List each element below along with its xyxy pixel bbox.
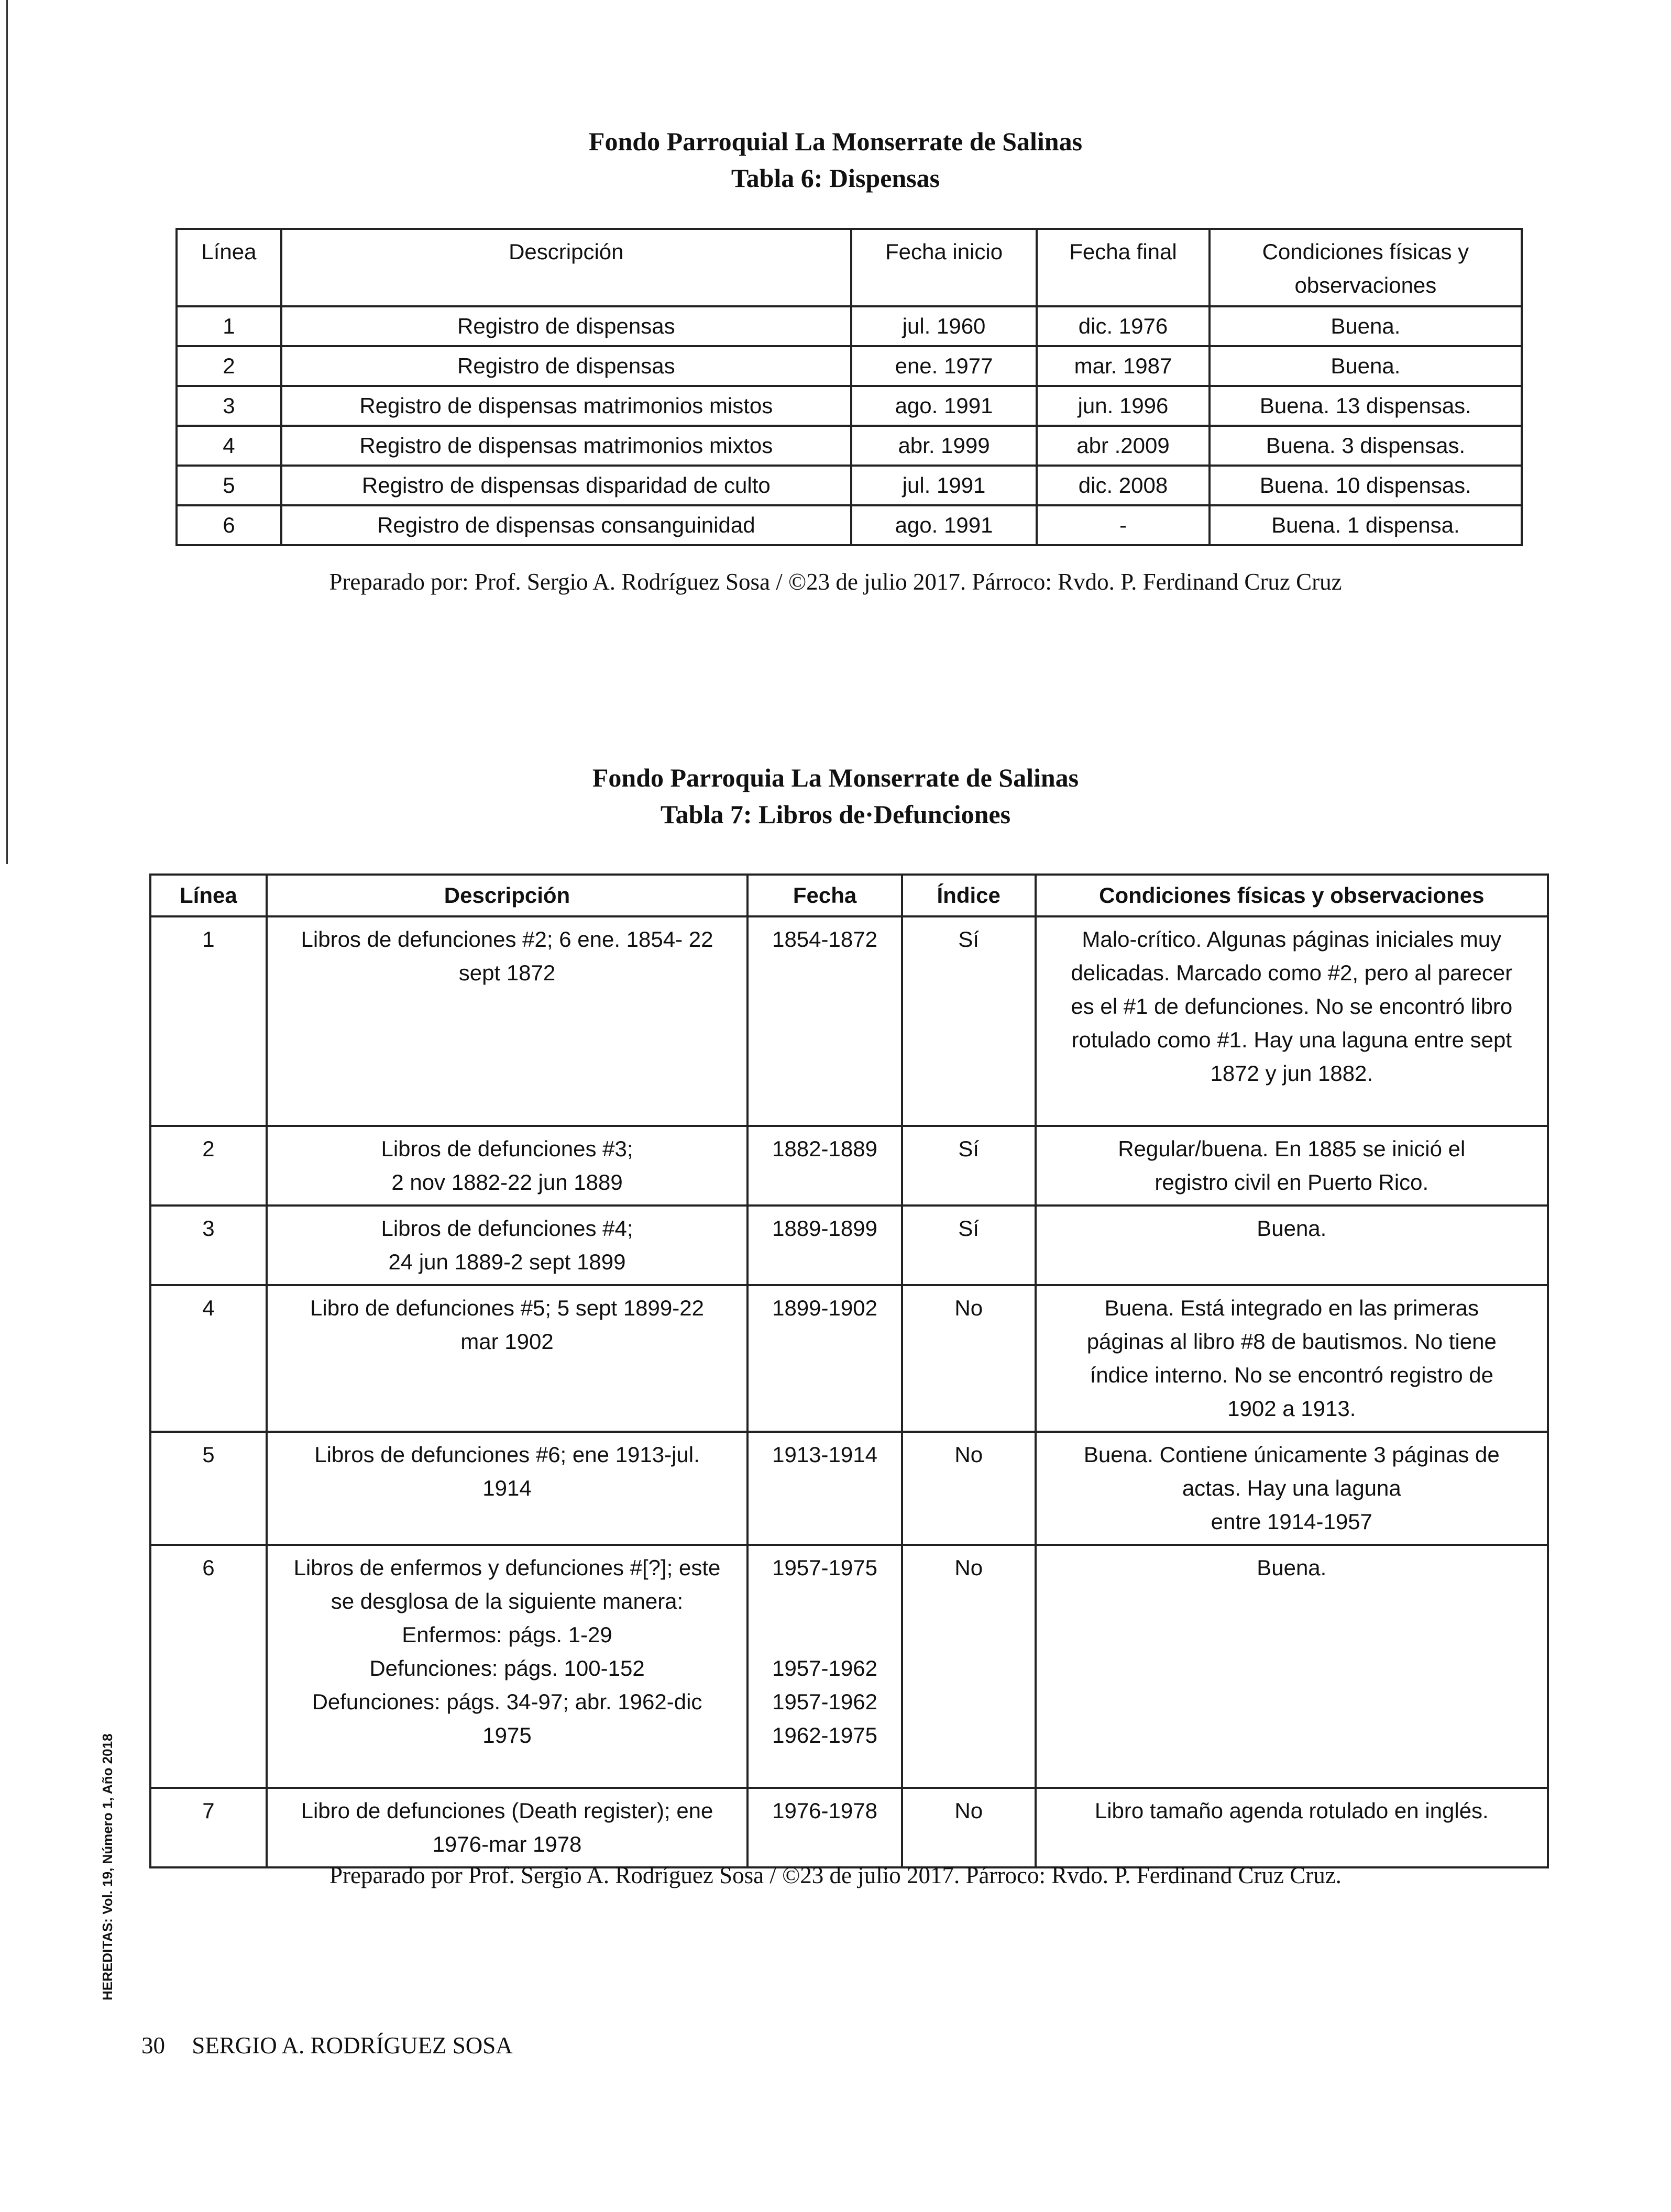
- table7-cell-descripcion: [267, 1205, 747, 1285]
- table7-cell-text: Defunciones: págs. 100-152: [369, 1656, 645, 1680]
- table-row: [177, 306, 1522, 346]
- table6-cell-descripcion: Registro de dispensas matrimonios mistos: [281, 386, 851, 426]
- table-row: [150, 916, 1548, 1126]
- table6-cell-linea: 1: [177, 306, 281, 346]
- table7-cell-fecha: [747, 1285, 902, 1432]
- table-row: [150, 1432, 1548, 1545]
- table7-header-indice: Índice: [902, 875, 1036, 916]
- table7-cell-text: Buena.: [1257, 1216, 1327, 1241]
- table-row: [150, 1285, 1548, 1432]
- table7-cell-text: 1913-1914: [772, 1442, 877, 1467]
- table7-cell-linea: 1: [150, 916, 267, 1126]
- table6-cell-condiciones: Buena. 1 dispensa.: [1210, 505, 1522, 545]
- table7-cell-descripcion: [267, 1126, 747, 1205]
- table7-cell-condiciones: [1036, 916, 1548, 1126]
- table7-cell-text: 1957-1975: [772, 1555, 877, 1580]
- table6-cell-fecha-inicio: jul. 1991: [851, 466, 1037, 505]
- table7-cell-text: se desglosa de la siguiente manera:: [331, 1589, 684, 1613]
- table-row: [150, 1788, 1548, 1867]
- table6-title-line1: Fondo Parroquial La Monserrate de Salinas: [588, 127, 1083, 156]
- table6-cell-linea: 6: [177, 505, 281, 545]
- table6-cell-linea: 3: [177, 386, 281, 426]
- table7-cell-text: Defunciones: págs. 34-97; abr. 1962-dic: [312, 1689, 702, 1714]
- table7-cell-text: 1976-mar 1978: [432, 1832, 582, 1856]
- table6-cell-condiciones: Buena. 10 dispensas.: [1210, 466, 1522, 505]
- page-footer: [141, 2032, 513, 2059]
- table7-cell-text: 1957-1962: [772, 1656, 877, 1680]
- table6-title-line2: Tabla 6: Dispensas: [731, 163, 940, 193]
- table7-cell-text: 1889-1899: [772, 1216, 877, 1241]
- table7-cell-linea: 3: [150, 1205, 267, 1285]
- table7-cell-fecha: [747, 1205, 902, 1285]
- table7-cell-fecha: [747, 916, 902, 1126]
- table-row: [177, 346, 1522, 386]
- table7-cell-text: Buena. Contiene únicamente 3 páginas de: [1083, 1442, 1500, 1467]
- table7-cell-text: Libro tamaño agenda rotulado en inglés.: [1094, 1798, 1489, 1823]
- table-row: [177, 505, 1522, 545]
- table6-cell-condiciones: Buena.: [1210, 346, 1522, 386]
- table-row: [177, 386, 1522, 426]
- table7-cell-linea: 4: [150, 1285, 267, 1432]
- table6-cell-condiciones: Buena.: [1210, 306, 1522, 346]
- table7-header-fecha: Fecha: [747, 875, 902, 916]
- table7-cell-text: sept 1872: [458, 960, 556, 985]
- table7-cell-text: Libro de defunciones #5; 5 sept 1899-22: [310, 1296, 704, 1320]
- table7-cell-condiciones: [1036, 1205, 1548, 1285]
- table7-cell-text: 24 jun 1889-2 sept 1899: [388, 1249, 626, 1274]
- table7-cell-text: 1914: [482, 1476, 532, 1500]
- table7-cell-text: Libro de defunciones (Death register); ene: [301, 1798, 713, 1823]
- table7-cell-text: 1962-1975: [772, 1723, 877, 1748]
- table6: [175, 228, 1523, 546]
- table-row: [150, 1126, 1548, 1205]
- table7-cell-text: Libros de defunciones #2; 6 ene. 1854- 22: [301, 927, 713, 952]
- table7-cell-indice: Sí: [902, 1205, 1036, 1285]
- table6-cell-fecha-inicio: abr. 1999: [851, 426, 1037, 466]
- table7-cell-linea: 5: [150, 1432, 267, 1545]
- table7-cell-text: 2 nov 1882-22 jun 1889: [391, 1170, 623, 1195]
- table6-header-linea: Línea: [177, 229, 281, 306]
- table7-cell-text: 1975: [482, 1723, 532, 1748]
- table7-cell-descripcion: [267, 1285, 747, 1432]
- table-row: [177, 426, 1522, 466]
- table7-cell-text: Libros de enfermos y defunciones #[?]; este: [293, 1555, 721, 1580]
- table7-header-linea: Línea: [150, 875, 267, 916]
- table7-cell-text: [756, 1585, 894, 1618]
- table7-cell-indice: No: [902, 1285, 1036, 1432]
- table7-cell-descripcion: [267, 1432, 747, 1545]
- table7-title: [0, 759, 1671, 833]
- table7-cell-text: 1899-1902: [772, 1296, 877, 1320]
- table6-cell-fecha-final: abr .2009: [1037, 426, 1210, 466]
- table7-header-row: [150, 875, 1548, 916]
- table7-cell-descripcion: [267, 916, 747, 1126]
- table7-cell-text: Enfermos: págs. 1-29: [402, 1622, 612, 1647]
- table7-prepared-by-note: Preparado por Prof. Sergio A. Rodríguez Sosa / ©23 de julio 2017. Párroco: Rvdo. P. Ferdinand Cruz Cruz.: [329, 1862, 1342, 1888]
- table7-cell-fecha: [747, 1788, 902, 1867]
- table-row: [177, 466, 1522, 505]
- table7-cell-text: Libros de defunciones #6; ene 1913-jul.: [314, 1442, 700, 1467]
- table7-cell-linea: 6: [150, 1545, 267, 1788]
- table7-cell-indice: No: [902, 1432, 1036, 1545]
- table6-cell-linea: 2: [177, 346, 281, 386]
- table7-cell-text: Regular/buena. En 1885 se inició el: [1118, 1136, 1466, 1161]
- table7-cell-indice: Sí: [902, 916, 1036, 1126]
- table7-cell-text: 1854-1872: [772, 927, 877, 952]
- table-row: [150, 1545, 1548, 1788]
- table7-title-line2: Tabla 7: Libros de·Defunciones: [660, 800, 1011, 829]
- table7-cell-condiciones: [1036, 1432, 1548, 1545]
- table6-cell-linea: 5: [177, 466, 281, 505]
- table6-cell-fecha-final: mar. 1987: [1037, 346, 1210, 386]
- table7-cell-text: 1872 y jun 1882.: [1210, 1061, 1373, 1086]
- table6-cell-fecha-inicio: ago. 1991: [851, 386, 1037, 426]
- table7-cell-descripcion: [267, 1788, 747, 1867]
- table7-cell-text: registro civil en Puerto Rico.: [1155, 1170, 1429, 1195]
- table6-header-fecha-inicio: Fecha inicio: [851, 229, 1037, 306]
- table6-cell-fecha-final: dic. 1976: [1037, 306, 1210, 346]
- table7-cell-text: [756, 1618, 894, 1652]
- table6-cell-fecha-inicio: ago. 1991: [851, 505, 1037, 545]
- table6-header-fecha-final: Fecha final: [1037, 229, 1210, 306]
- table6-cell-descripcion: Registro de dispensas: [281, 306, 851, 346]
- table6-cell-condiciones: Buena. 3 dispensas.: [1210, 426, 1522, 466]
- table7-cell-text: páginas al libro #8 de bautismos. No tiene: [1086, 1329, 1497, 1354]
- table7-cell-text: Libros de defunciones #3;: [381, 1136, 633, 1161]
- journal-sidebar-label: HEREDITAS: Vol. 19, Número 1, Año 2018: [100, 1733, 115, 2000]
- table6-cell-condiciones: Buena. 13 dispensas.: [1210, 386, 1522, 426]
- table7-title-line1: Fondo Parroquia La Monserrate de Salinas: [592, 763, 1079, 792]
- table7-cell-indice: No: [902, 1788, 1036, 1867]
- table7-cell-text: 1882-1889: [772, 1136, 877, 1161]
- table6-header-descripcion: Descripción: [281, 229, 851, 306]
- table6-cell-fecha-final: -: [1037, 505, 1210, 545]
- table7-cell-condiciones: [1036, 1126, 1548, 1205]
- table7-cell-fecha: [747, 1126, 902, 1205]
- table6-cell-fecha-final: jun. 1996: [1037, 386, 1210, 426]
- table6-cell-fecha-inicio: jul. 1960: [851, 306, 1037, 346]
- table7-cell-condiciones: [1036, 1545, 1548, 1788]
- table7-cell-text: actas. Hay una laguna: [1182, 1476, 1401, 1500]
- table7-cell-text: entre 1914-1957: [1211, 1509, 1372, 1534]
- table6-header-row: [177, 229, 1522, 306]
- table7-header-descripcion: Descripción: [267, 875, 747, 916]
- table7-cell-linea: 2: [150, 1126, 267, 1205]
- page-number: 30: [141, 2032, 165, 2059]
- table7-cell-text: es el #1 de defunciones. No se encontró libro: [1071, 994, 1513, 1019]
- table7-cell-indice: Sí: [902, 1126, 1036, 1205]
- table7-cell-text: Buena. Está integrado en las primeras: [1104, 1296, 1479, 1320]
- table6-prepared-by-note: Preparado por: Prof. Sergio A. Rodríguez Sosa / ©23 de julio 2017. Párroco: Rvdo. P. Ferdinand Cruz Cruz: [329, 569, 1342, 595]
- table7-cell-text: delicadas. Marcado como #2, pero al parecer: [1071, 960, 1513, 985]
- table-row: [150, 1205, 1548, 1285]
- table7-cell-text: Libros de defunciones #4;: [381, 1216, 633, 1241]
- table7-cell-text: 1957-1962: [772, 1689, 877, 1714]
- table6-cell-descripcion: Registro de dispensas matrimonios mixtos: [281, 426, 851, 466]
- table6-cell-linea: 4: [177, 426, 281, 466]
- table6-cell-fecha-final: dic. 2008: [1037, 466, 1210, 505]
- table7-cell-descripcion: [267, 1545, 747, 1788]
- table7-cell-text: 1976-1978: [772, 1798, 877, 1823]
- table7-cell-text: índice interno. No se encontró registro de: [1090, 1363, 1493, 1387]
- table7-cell-indice: No: [902, 1545, 1036, 1788]
- table6-cell-descripcion: Registro de dispensas consanguinidad: [281, 505, 851, 545]
- author-name: SERGIO A. RODRÍGUEZ SOSA: [192, 2032, 513, 2059]
- table6-header-condiciones: Condiciones físicas y observaciones: [1210, 229, 1522, 306]
- table7-header-condiciones: Condiciones físicas y observaciones: [1036, 875, 1548, 916]
- table7-cell-fecha: [747, 1432, 902, 1545]
- table7-cell-text: 1902 a 1913.: [1227, 1396, 1356, 1421]
- table6-cell-descripcion: Registro de dispensas: [281, 346, 851, 386]
- table7-cell-fecha: [747, 1545, 902, 1788]
- table7-cell-text: rotulado como #1. Hay una laguna entre sept: [1071, 1027, 1512, 1052]
- table7-cell-text: mar 1902: [460, 1329, 554, 1354]
- table7-cell-text: Buena.: [1257, 1555, 1327, 1580]
- table6-cell-descripcion: Registro de dispensas disparidad de culto: [281, 466, 851, 505]
- table7-cell-condiciones: [1036, 1788, 1548, 1867]
- table7-cell-text: Malo-crítico. Algunas páginas iniciales muy: [1082, 927, 1502, 952]
- table7-cell-linea: 7: [150, 1788, 267, 1867]
- table6-cell-fecha-inicio: ene. 1977: [851, 346, 1037, 386]
- table6-title: [0, 123, 1671, 196]
- table7: [149, 873, 1549, 1868]
- table7-cell-condiciones: [1036, 1285, 1548, 1432]
